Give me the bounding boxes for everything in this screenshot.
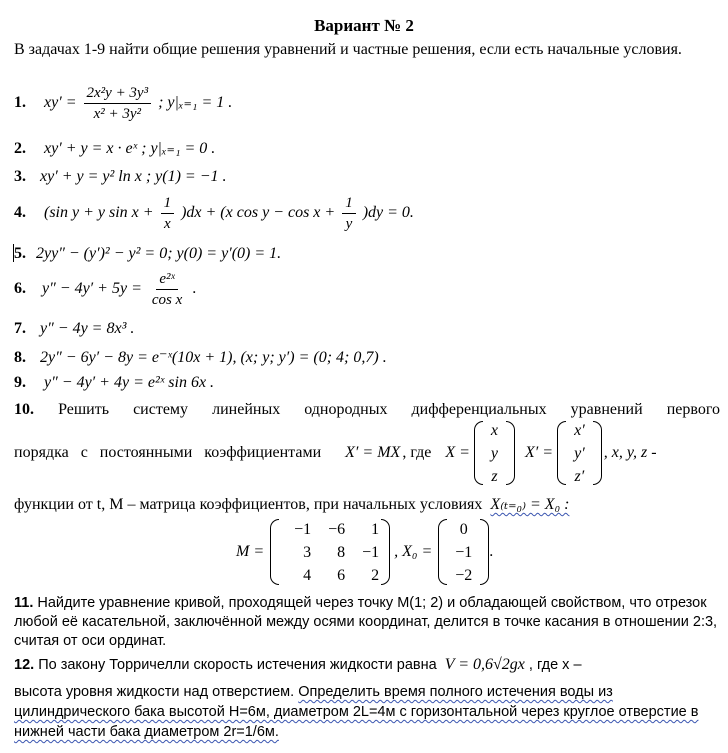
denominator: x² + 3y² <box>93 106 142 122</box>
denominator: cos x <box>151 292 183 308</box>
matrix-entry: 4 <box>303 566 312 584</box>
problem-number: 8. <box>14 349 26 366</box>
fraction <box>84 84 152 123</box>
matrix-entry: 3 <box>303 543 312 561</box>
x-prime-label: X′ = <box>525 444 554 461</box>
problem-number: 12. <box>14 657 35 673</box>
problem-12-body <box>14 682 720 742</box>
vector-entry: −1 <box>455 543 473 561</box>
problem-text: Решить систему линейных однородных дифференциальных уравнений первого <box>58 401 721 418</box>
initial-condition: X₍ₜ₌₀₎ = X₀ : <box>490 496 570 513</box>
equation: y″ − 4y′ + 4y = e²ˣ sin 6x . <box>44 374 215 391</box>
matrix-entry: 6 <box>337 566 346 584</box>
problem-9 <box>14 374 214 392</box>
right-paren <box>480 519 489 585</box>
fraction <box>149 270 185 309</box>
problem-text: Найдите уравнение кривой, проходящей через точку M(1; 2) и обладающей свойством, что отрезок любой её касательной, заключённой между осями координат, делится в точке касания в отношении 2:3, считая от оси ординат. <box>14 595 718 649</box>
problem-text: , где x – <box>528 657 582 673</box>
problem-text: порядка с постоянными коэффициентами <box>14 444 322 461</box>
fraction <box>342 194 356 233</box>
vector-entry: z′ <box>574 467 585 485</box>
x0-label: , X₀ = <box>394 543 433 560</box>
problem-number: 4. <box>14 204 26 222</box>
problem-number: 9. <box>14 374 26 391</box>
matrix-entry: −1 <box>294 520 312 538</box>
equation-part-c: )dy = 0. <box>362 204 414 222</box>
equation: xy′ + y = x · eˣ ; y|ₓ₌₁ = 0 . <box>44 140 216 157</box>
right-paren <box>506 421 515 485</box>
problem-text: функции от t, M – матрица коэффициентов, при начальных условиях <box>14 496 483 513</box>
right-paren <box>593 421 602 485</box>
fraction <box>161 194 175 233</box>
where-text: , где <box>402 444 432 461</box>
problem-number: 5. <box>14 245 26 262</box>
matrix-entries <box>279 518 381 587</box>
problem-2 <box>14 138 215 158</box>
x-vector-entries <box>483 419 506 488</box>
problem-11 <box>14 594 720 651</box>
matrix-m <box>270 520 390 584</box>
problem-7 <box>14 320 134 338</box>
equation: 2yy″ − (y′)² − y² = 0; y(0) = y′(0) = 1. <box>36 245 282 262</box>
matrix-entry: 1 <box>371 520 380 538</box>
problem-question: Определить время полного истечения воды из цилиндрического бака высотой H=6м, диаметром 2L=4м с горизонтальной через круглое отверстие в нижней части бака диаметром 2r=1/6м. <box>14 684 699 740</box>
variant-title: Вариант № 2 <box>314 16 414 35</box>
problem-number: 6. <box>14 280 26 298</box>
equation: xy′ + y = y² ln x ; y(1) = −1 . <box>40 168 227 185</box>
torricelli-formula: V = 0,6√2gx <box>444 656 525 673</box>
intro-text: В задачах 1-9 найти общие решения уравнений и частные решения, если есть начальные условия. <box>14 41 682 58</box>
problem-number: 10. <box>14 401 34 418</box>
problem-12-line-1 <box>14 656 720 674</box>
problem-number: 7. <box>14 320 26 337</box>
equation-end: . <box>192 280 197 298</box>
problem-text: высота уровня жидкости над отверстием. <box>14 684 295 700</box>
equation-part-a: (sin y + y sin x + <box>44 204 154 222</box>
equation-end: . <box>489 543 494 560</box>
problem-number: 3. <box>14 168 26 185</box>
left-paren <box>557 421 566 485</box>
problem-number: 11. <box>14 595 34 611</box>
equation: y″ − 4y = 8x³ . <box>40 320 135 337</box>
x-prime-vector <box>557 422 602 484</box>
matrix-entry: 2 <box>371 566 380 584</box>
variables-text: , x, y, z - <box>603 444 657 461</box>
problem-6 <box>14 270 196 309</box>
problem-10-line-2 <box>14 420 720 486</box>
x-vector <box>474 422 515 484</box>
matrix-entry: −6 <box>328 520 346 538</box>
initial-condition: ; y|ₓ₌₁ = 1 . <box>158 94 233 112</box>
denominator: y <box>345 216 353 232</box>
equation-lhs: y″ − 4y′ + 5y = <box>42 280 142 298</box>
x-vector-label: X = <box>445 444 470 461</box>
vector-entry: x′ <box>574 421 585 439</box>
left-paren <box>474 421 483 485</box>
right-paren <box>381 519 390 585</box>
problem-5 <box>14 245 281 263</box>
problem-number: 1. <box>14 94 26 112</box>
problem-1 <box>14 84 232 123</box>
numerator: 2x²y + 3y³ <box>84 84 152 104</box>
problem-10-matrices <box>236 518 493 586</box>
vector-entry: z <box>491 467 498 485</box>
equation-part-b: )dx + (x cos y − cos x + <box>181 204 336 222</box>
problem-4 <box>14 194 414 233</box>
x0-vector <box>438 520 489 584</box>
vector-entry: 0 <box>459 520 468 538</box>
problem-10-line-1 <box>14 400 720 419</box>
problem-8 <box>14 347 387 367</box>
vector-entry: y <box>490 444 499 462</box>
numerator: 1 <box>161 194 175 214</box>
equation: 2y″ − 6y′ − 8y = e⁻ˣ(10x + 1), (x; y; y′) = (0; 4; 0,7) . <box>40 349 387 366</box>
matrix-entry: 8 <box>337 543 346 561</box>
matrix-entry: −1 <box>362 543 380 561</box>
numerator: e²ˣ <box>156 270 177 290</box>
numerator: 1 <box>342 194 356 214</box>
system-equation: X′ = MX <box>345 444 401 461</box>
vector-entry: −2 <box>455 566 473 584</box>
x0-entries <box>447 518 480 587</box>
matrix-m-label: M = <box>236 543 265 560</box>
problem-10-line-3 <box>14 494 569 514</box>
denominator: x <box>163 216 171 232</box>
problem-number: 2. <box>14 140 26 157</box>
vector-entry: x <box>490 421 499 439</box>
left-paren <box>438 519 447 585</box>
problem-text: По закону Торричелли скорость истечения жидкости равна <box>38 657 437 673</box>
vector-entry: y′ <box>574 444 585 462</box>
equation-lhs: xy′ = <box>44 94 77 112</box>
left-paren <box>270 519 279 585</box>
x-prime-entries <box>566 419 593 488</box>
problem-3 <box>14 168 227 186</box>
